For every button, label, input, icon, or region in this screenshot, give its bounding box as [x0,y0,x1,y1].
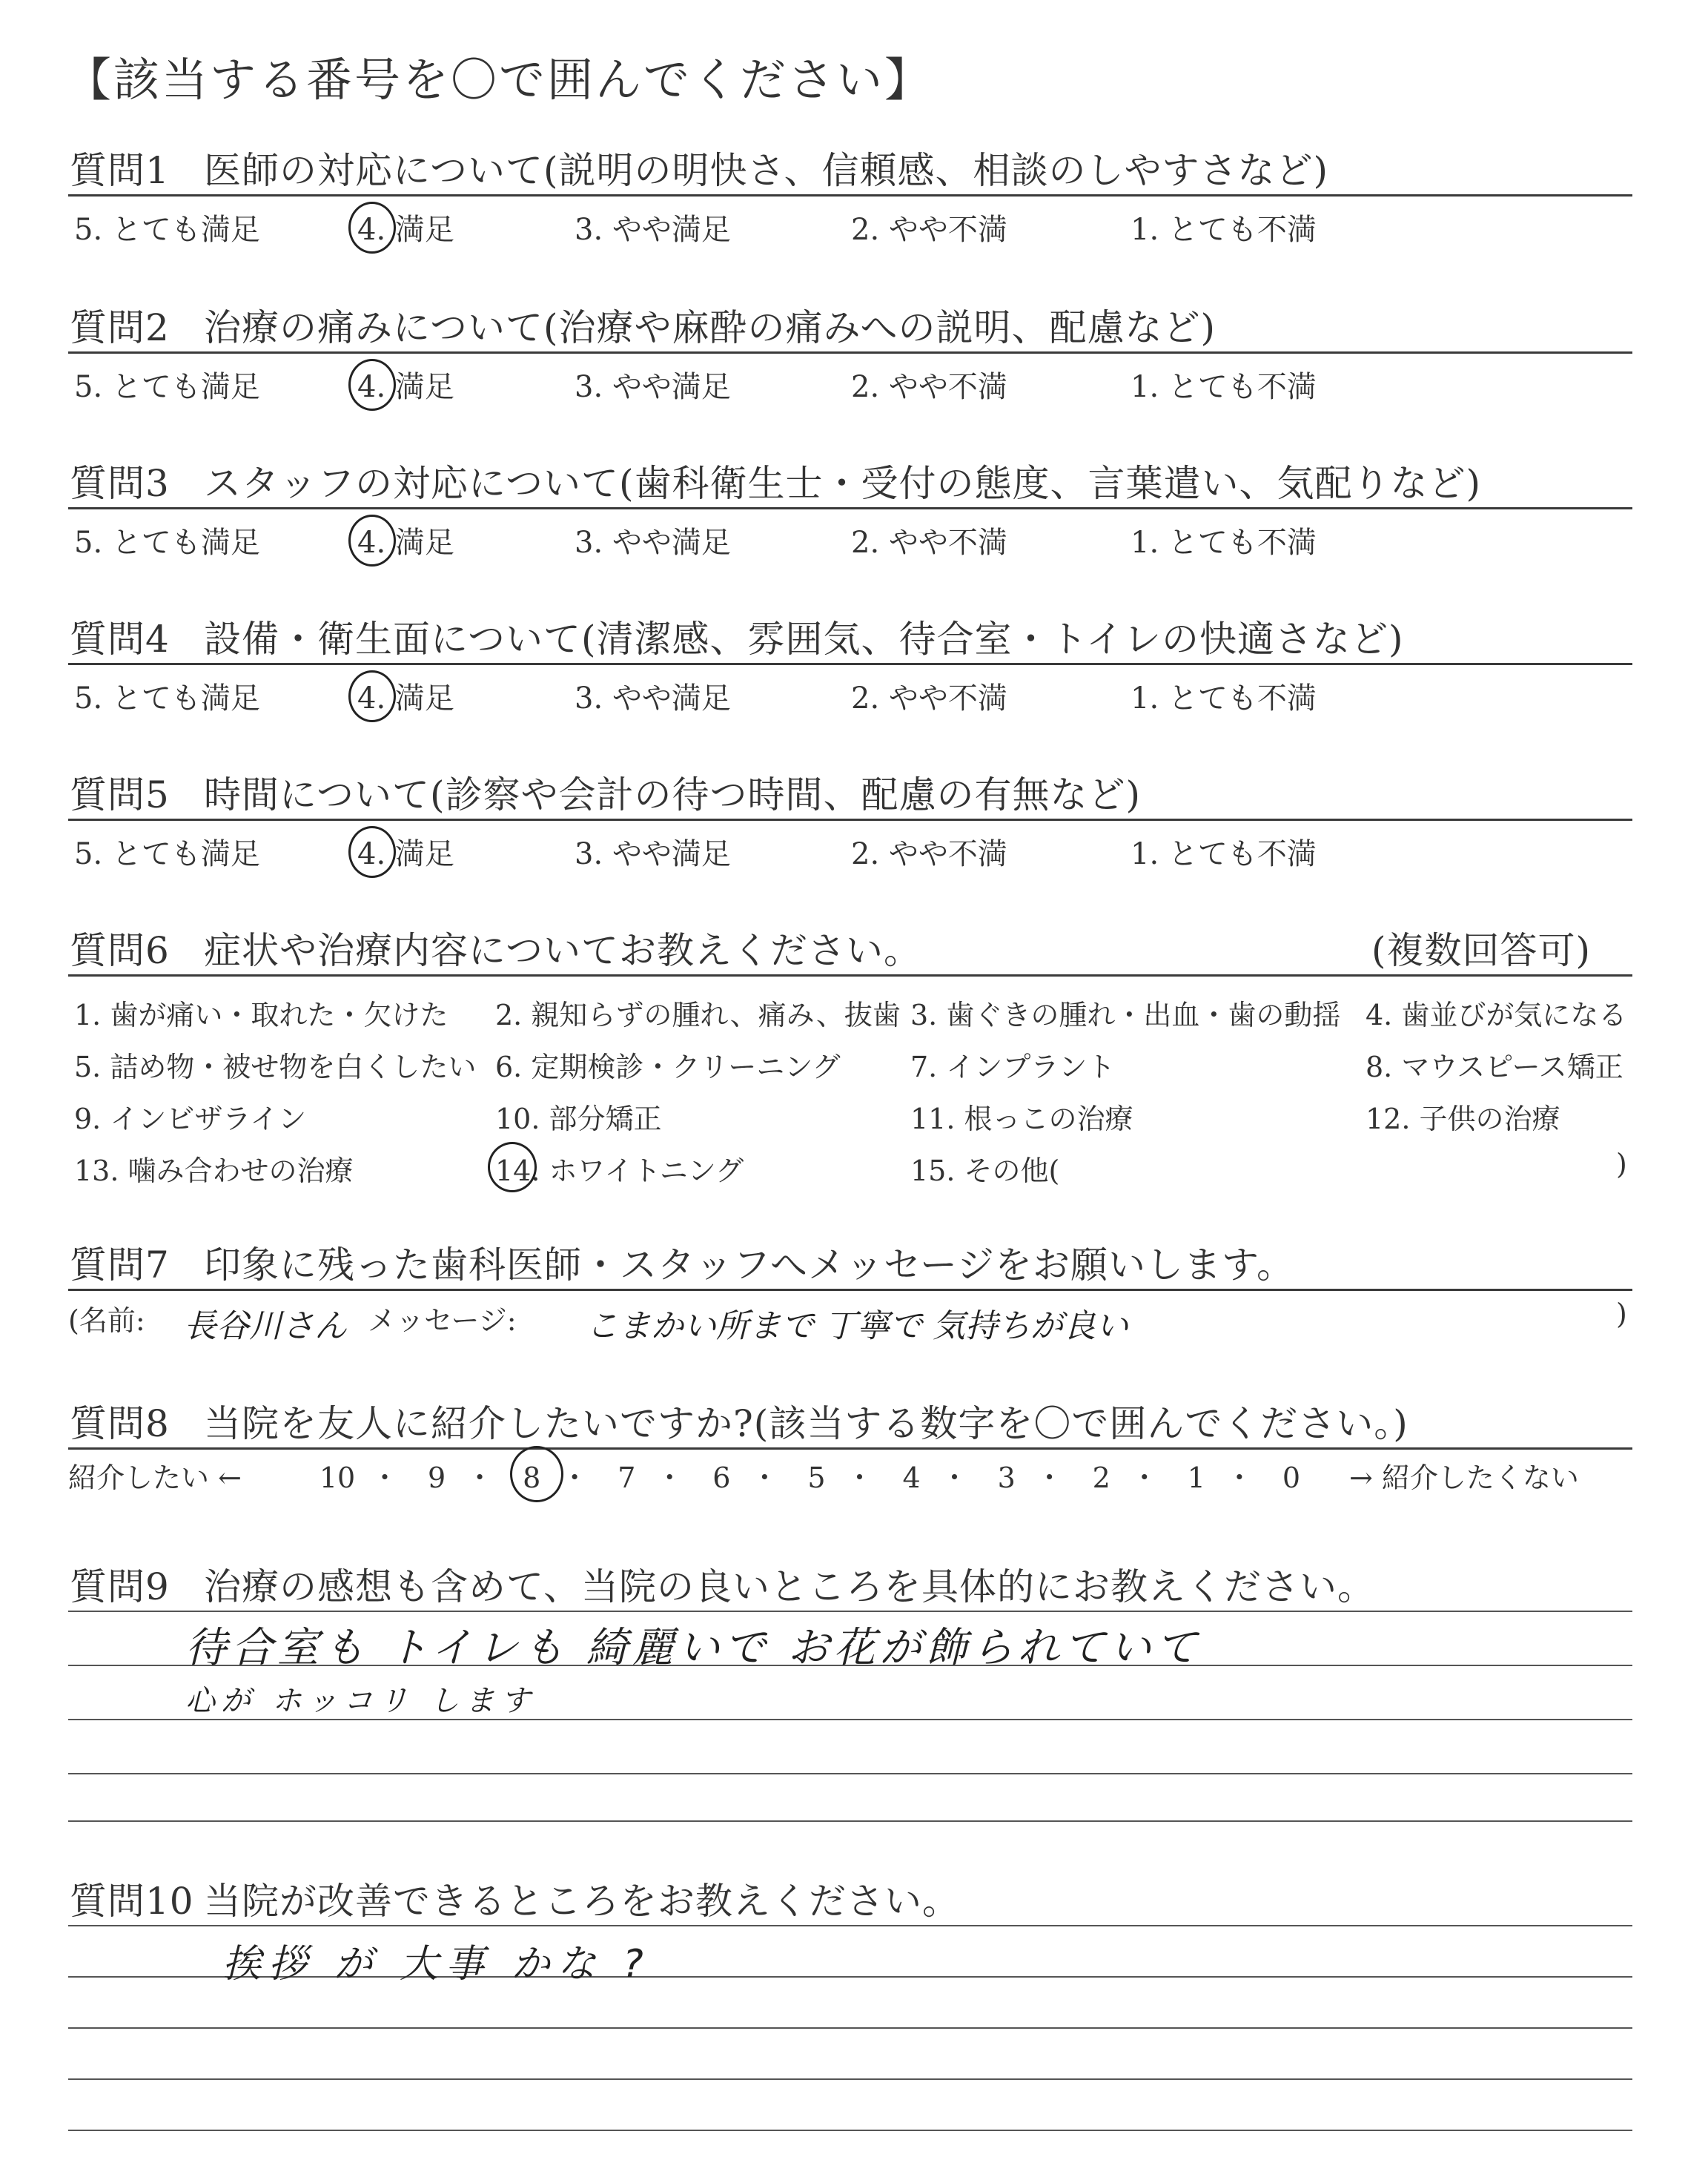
rating-option-2[interactable]: 2. やや不満 [851,837,1007,871]
scale-value[interactable]: 5 [807,1462,826,1494]
symptom-option[interactable]: 12. 子供の治療 [1366,1103,1560,1135]
scale-value[interactable]: 3 [997,1462,1016,1494]
scale-left-label: 紹介したい ← [68,1462,242,1494]
scale-value[interactable]: 9 [428,1462,446,1494]
scale-value[interactable]: 10 [319,1462,356,1494]
rating-option-1[interactable]: 1. とても不満 [1131,526,1317,560]
question-text: 当院が改善できるところをお教えください。 [204,1880,960,1923]
answer-line [68,2130,1632,2131]
scale-value[interactable]: 4 [902,1462,921,1494]
rating-option-1[interactable]: 1. とても不満 [1131,213,1317,247]
rating-option-5[interactable]: 5. とても満足 [74,681,260,716]
divider [68,974,1632,977]
question-text: 当院を友人に紹介したいですか?(該当する数字を〇で囲んでください。) [204,1402,1409,1445]
name-value[interactable]: 長谷川さん [184,1307,347,1345]
rating-option-2[interactable]: 2. やや不満 [851,213,1007,247]
answer-line [68,1773,1632,1774]
divider [68,351,1632,354]
recommend-scale [311,1455,1313,1496]
answer-line [68,2027,1632,2029]
divider [68,663,1632,665]
rating-option-5[interactable]: 5. とても満足 [74,370,260,404]
rating-option-4[interactable]: 4. 満足 [357,526,454,560]
rating-option-1[interactable]: 1. とても不満 [1131,370,1317,404]
symptom-option[interactable]: 7. インプラント [910,1051,1116,1083]
question-text: 症状や治療内容についてお教えください。 [204,929,921,972]
selection-circle [348,515,396,567]
scale-value[interactable]: 1 [1187,1462,1205,1494]
separator-dot: ・ [1130,1462,1159,1494]
scale-right-label: → 紹介したくない [1349,1462,1579,1494]
separator-dot: ・ [560,1462,589,1494]
question-label: 質問2 [70,306,170,349]
answer-text[interactable]: 挨拶 が 大事 かな ? [222,1942,651,1986]
rating-option-3[interactable]: 3. やや満足 [575,526,731,560]
multiple-answer-note: (複数回答可) [1371,929,1592,972]
question-text: 治療の痛みについて(治療や麻酔の痛みへの説明、配慮など) [204,306,1217,349]
answer-line [68,1611,1632,1612]
answer-line [68,1925,1632,1926]
question-text: スタッフの対応について(歯科衛生士・受付の態度、言葉遣い、気配りなど) [204,462,1482,505]
rating-option-5[interactable]: 5. とても満足 [74,837,260,871]
rating-option-3[interactable]: 3. やや満足 [575,370,731,404]
divider [68,507,1632,509]
question-text: 治療の感想も含めて、当院の良いところを具体的にお教えください。 [204,1565,1375,1608]
question-text: 医師の対応について(説明の明快さ、信頼感、相談のしやすさなど) [204,149,1329,192]
question-text: 設備・衛生面について(清潔感、雰囲気、待合室・トイレの快適さなど) [204,618,1404,661]
separator-dot: ・ [750,1462,779,1494]
rating-option-1[interactable]: 1. とても不満 [1131,837,1317,871]
separator-dot: ・ [370,1462,399,1494]
separator-dot: ・ [845,1462,874,1494]
rating-option-4[interactable]: 4. 満足 [357,837,454,871]
rating-option-4[interactable]: 4. 満足 [357,213,454,247]
symptom-option[interactable]: 5. 詰め物・被せ物を白くしたい [74,1051,477,1083]
divider [68,1289,1632,1291]
scale-value[interactable]: 6 [712,1462,731,1494]
rating-option-3[interactable]: 3. やや満足 [575,681,731,716]
rating-option-4[interactable]: 4. 満足 [357,370,454,404]
divider [68,1447,1632,1450]
question-text: 時間について(診察や会計の待つ時間、配慮の有無など) [204,773,1142,816]
selection-circle [488,1142,537,1192]
scale-value[interactable]: 8 [523,1462,541,1494]
divider [68,194,1632,196]
answer-text[interactable]: 心が ホッコリ します [185,1684,537,1718]
symptom-option[interactable]: 3. 歯ぐきの腫れ・出血・歯の動揺 [910,999,1341,1031]
rating-option-1[interactable]: 1. とても不満 [1131,681,1317,716]
selection-circle [348,359,396,411]
symptom-option[interactable]: 1. 歯が痛い・取れた・欠けた [74,999,448,1031]
symptom-option[interactable]: 13. 噛み合わせの治療 [74,1155,354,1187]
symptom-option[interactable]: 2. 親知らずの腫れ、痛み、抜歯 [495,999,901,1031]
symptom-option[interactable]: 4. 歯並びが気になる [1366,999,1627,1031]
rating-option-2[interactable]: 2. やや不満 [851,526,1007,560]
rating-option-2[interactable]: 2. やや不満 [851,370,1007,404]
question-label: 質問1 [70,149,170,192]
symptom-option[interactable]: 14. ホワイトニング [495,1155,744,1187]
selection-circle [510,1446,563,1502]
question-text: 印象に残った歯科医師・スタッフへメッセージをお願いします。 [204,1244,1294,1287]
message-label: メッセージ: [368,1304,517,1337]
rating-option-3[interactable]: 3. やや満足 [575,213,731,247]
symptom-option[interactable]: 15. その他( [910,1155,1060,1187]
question-label: 質問4 [70,618,170,661]
rating-option-4[interactable]: 4. 満足 [357,681,454,716]
scale-value[interactable]: 2 [1092,1462,1110,1494]
question-label: 質問7 [70,1244,170,1287]
answer-line [68,1820,1632,1822]
rating-option-2[interactable]: 2. やや不満 [851,681,1007,716]
message-close-paren: ) [1616,1298,1627,1330]
rating-option-5[interactable]: 5. とても満足 [74,526,260,560]
symptom-option[interactable]: 11. 根っこの治療 [910,1103,1133,1135]
message-value[interactable]: こまかい所まで 丁寧で 気持ちが良い [586,1307,1128,1345]
rating-option-5[interactable]: 5. とても満足 [74,213,260,247]
separator-dot: ・ [1035,1462,1064,1494]
scale-value[interactable]: 0 [1282,1462,1301,1494]
separator-dot: ・ [1225,1462,1254,1494]
selection-circle [348,670,396,722]
selection-circle [348,202,396,254]
symptom-option[interactable]: 10. 部分矯正 [495,1103,662,1135]
name-label: (名前: [68,1304,145,1337]
question-label: 質問9 [70,1565,170,1608]
symptom-option[interactable]: 8. マウスピース矯正 [1366,1051,1623,1083]
question-label: 質問5 [70,773,170,816]
question-label: 質問10 [70,1880,194,1923]
question-label: 質問6 [70,929,170,972]
divider [68,819,1632,821]
rating-option-3[interactable]: 3. やや満足 [575,837,731,871]
page-title: 【該当する番号を〇で囲んでください】 [65,53,933,107]
scale-value[interactable]: 7 [618,1462,636,1494]
symptom-option[interactable]: 6. 定期検診・クリーニング [495,1051,841,1083]
separator-dot: ・ [940,1462,969,1494]
question-label: 質問8 [70,1402,170,1445]
separator-dot: ・ [466,1462,494,1494]
answer-line [68,2078,1632,2080]
selection-circle [348,826,396,878]
question-label: 質問3 [70,462,170,505]
separator-dot: ・ [655,1462,684,1494]
symptom-option[interactable]: 9. インビザライン [74,1103,307,1135]
answer-text[interactable]: 待合室も トイレも 綺麗いで お花が飾られていて [185,1624,1202,1672]
other-close-paren: ) [1616,1148,1627,1180]
